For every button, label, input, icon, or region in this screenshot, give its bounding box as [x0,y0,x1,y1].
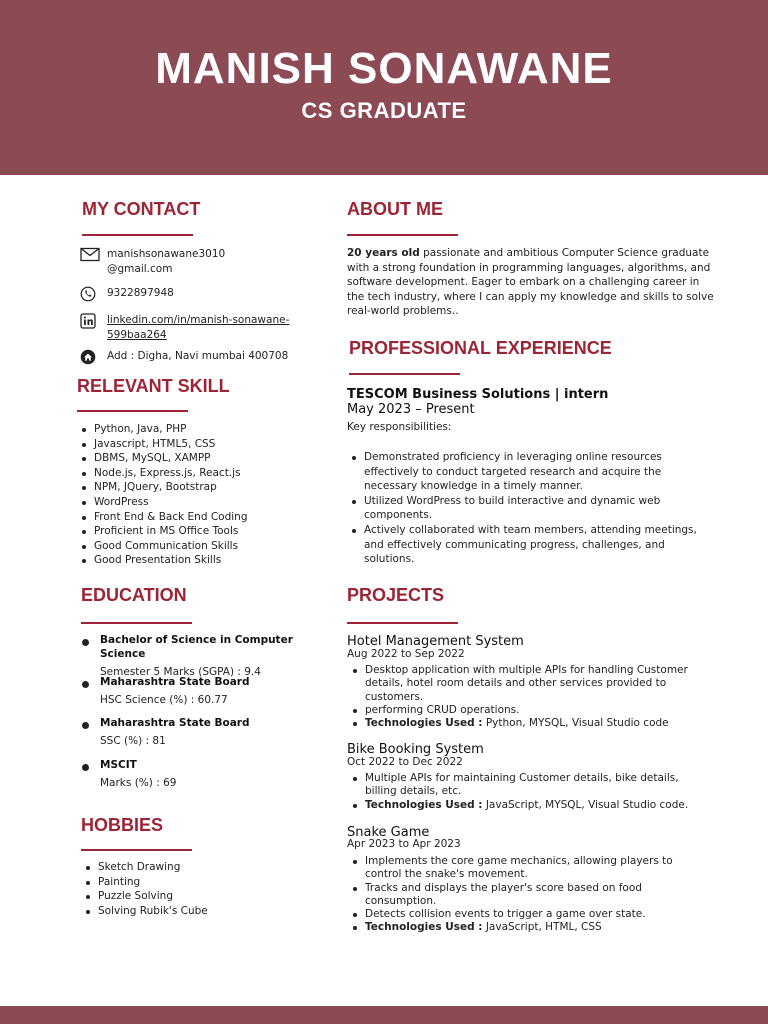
tech-value: Python, MYSQL, Visual Studio code [482,717,669,730]
skill-item: Javascript, HTML5, CSS [78,437,318,452]
experience-list [348,450,708,567]
about-age: 20 years old [347,247,420,259]
projects-rule [347,622,458,624]
education-item [82,716,332,748]
contact-heading: MY CONTACT [82,199,201,219]
skill-item: Python, Java, PHP [78,422,318,437]
education-item [82,675,332,707]
job-title: TESCOM Business Solutions | intern [347,387,609,402]
candidate-name: MANISH SONAWANE [155,44,613,93]
phone-number: 9322897948 [107,287,174,299]
tech-value: JavaScript, MYSQL, Visual Studio code. [482,798,689,811]
home-icon [80,349,100,365]
header-banner [0,0,768,175]
skills-rule [77,410,188,412]
tech-label: Technologies Used : [365,717,483,730]
contact-email [80,247,310,276]
project-points [349,772,709,812]
project-points [349,664,709,730]
skill-item: DBMS, MySQL, XAMPP [78,451,318,466]
project-point: performing CRUD operations. [349,704,709,717]
skill-item: NPM, JQuery, Bootstrap [78,480,318,495]
project-tech [349,717,709,730]
hobbies-list [82,860,312,918]
education-marks: Marks (%) : 69 [100,777,177,789]
skill-item: Good Communication Skills [78,539,318,554]
education-degree: Maharashtra State Board [100,717,250,729]
hobby-item: Solving Rubik's Cube [82,904,312,919]
bullet-dot [82,722,89,729]
project-point: Tracks and displays the player's score based on food consumption. [349,882,709,909]
education-heading: EDUCATION [81,585,187,605]
hobby-item: Puzzle Solving [82,889,312,904]
responsibility-item: Demonstrated proficiency in leveraging online resources effectively to conduct targeted research and acquire the necessary knowledge in a timely manner. [348,450,708,494]
responsibility-item: Utilized WordPress to build interactive and dynamic web components. [348,494,708,523]
education-degree: Bachelor of Science in Computer Science [100,634,293,660]
experience-heading: PROFESSIONAL EXPERIENCE [349,338,612,358]
skills-heading: RELEVANT SKILL [77,376,230,396]
hobby-item: Sketch Drawing [82,860,312,875]
tech-label: Technologies Used : [365,798,483,811]
job-dates: May 2023 – Present [347,402,475,417]
bullet-dot [82,639,89,646]
project-point: Desktop application with multiple APIs for handling Customer details, hotel room details and other services provided to customers. [349,664,709,704]
skill-item: Front End & Back End Coding [78,510,318,525]
linkedin-line-1[interactable]: linkedin.com/in/manish-sonawane- [107,314,290,326]
project-title: Hotel Management System [347,634,524,649]
project-dates: Oct 2022 to Dec 2022 [347,756,463,768]
education-degree: Maharashtra State Board [100,676,250,688]
education-marks: HSC Science (%) : 60.77 [100,694,228,706]
email-line-1: manishsonawane3010 [107,248,226,260]
candidate-title: CS GRADUATE [301,98,467,123]
skill-item: Node.js, Express.js, React.js [78,466,318,481]
education-degree: MSCIT [100,759,137,771]
education-marks: SSC (%) : 81 [100,735,166,747]
email-line-2: @gmail.com [107,262,173,275]
education-item [82,758,332,790]
bullet-dot [82,681,89,688]
education-marks: Semester 5 Marks (SGPA) : 9.4 [100,666,261,678]
project-title: Snake Game [347,825,430,840]
project-point: Implements the core game mechanics, allowing players to control the snake's movement. [349,855,709,882]
tech-label: Technologies Used : [365,921,483,934]
tech-value: JavaScript, HTML, CSS [482,921,602,934]
project-dates: Apr 2023 to Apr 2023 [347,838,461,850]
project-points [349,855,709,935]
mail-icon [80,247,100,263]
experience-rule [349,373,460,375]
address-text: Add : Digha, Navi mumbai 400708 [107,350,289,362]
footer-bar [0,1006,768,1024]
hobbies-rule [81,849,192,851]
project-point: Multiple APIs for maintaining Customer details, bike details, billing details, etc. [349,772,709,799]
contact-rule [82,234,193,236]
bullet-dot [82,764,89,771]
skill-item: Good Presentation Skills [78,553,318,568]
education-rule [81,622,192,624]
hobby-item: Painting [82,875,312,890]
contact-address [80,349,310,365]
project-tech [349,799,709,812]
hobbies-heading: HOBBIES [81,815,164,835]
linkedin-line-2[interactable]: 599baa264 [107,328,167,341]
projects-heading: PROJECTS [347,585,445,605]
about-text [347,246,717,319]
responsibility-item: Actively collaborated with team members, attending meetings, and effectively communicating progress, challenges, and solutions. [348,523,708,567]
education-item [82,633,332,679]
phone-icon [80,286,100,302]
project-dates: Aug 2022 to Sep 2022 [347,648,465,660]
project-title: Bike Booking System [347,742,484,757]
skills-list [78,422,318,568]
contact-phone [80,286,310,302]
job-subheading: Key responsibilities: [347,421,452,433]
project-tech [349,921,709,934]
about-rule [347,234,458,236]
skill-item: Proficient in MS Office Tools [78,524,318,539]
contact-linkedin[interactable] [80,313,310,342]
about-heading: ABOUT ME [347,199,443,219]
skill-item: WordPress [78,495,318,510]
project-point: Detects collision events to trigger a game over state. [349,908,709,921]
linkedin-icon [80,313,100,329]
about-body: passionate and ambitious Computer Science graduate with a strong foundation in programming languages, algorithms, and software development. Eager to embark on a challenging career in the tech industry, where I can apply my knowledge and skills to solve real-world problems.. [347,247,714,318]
